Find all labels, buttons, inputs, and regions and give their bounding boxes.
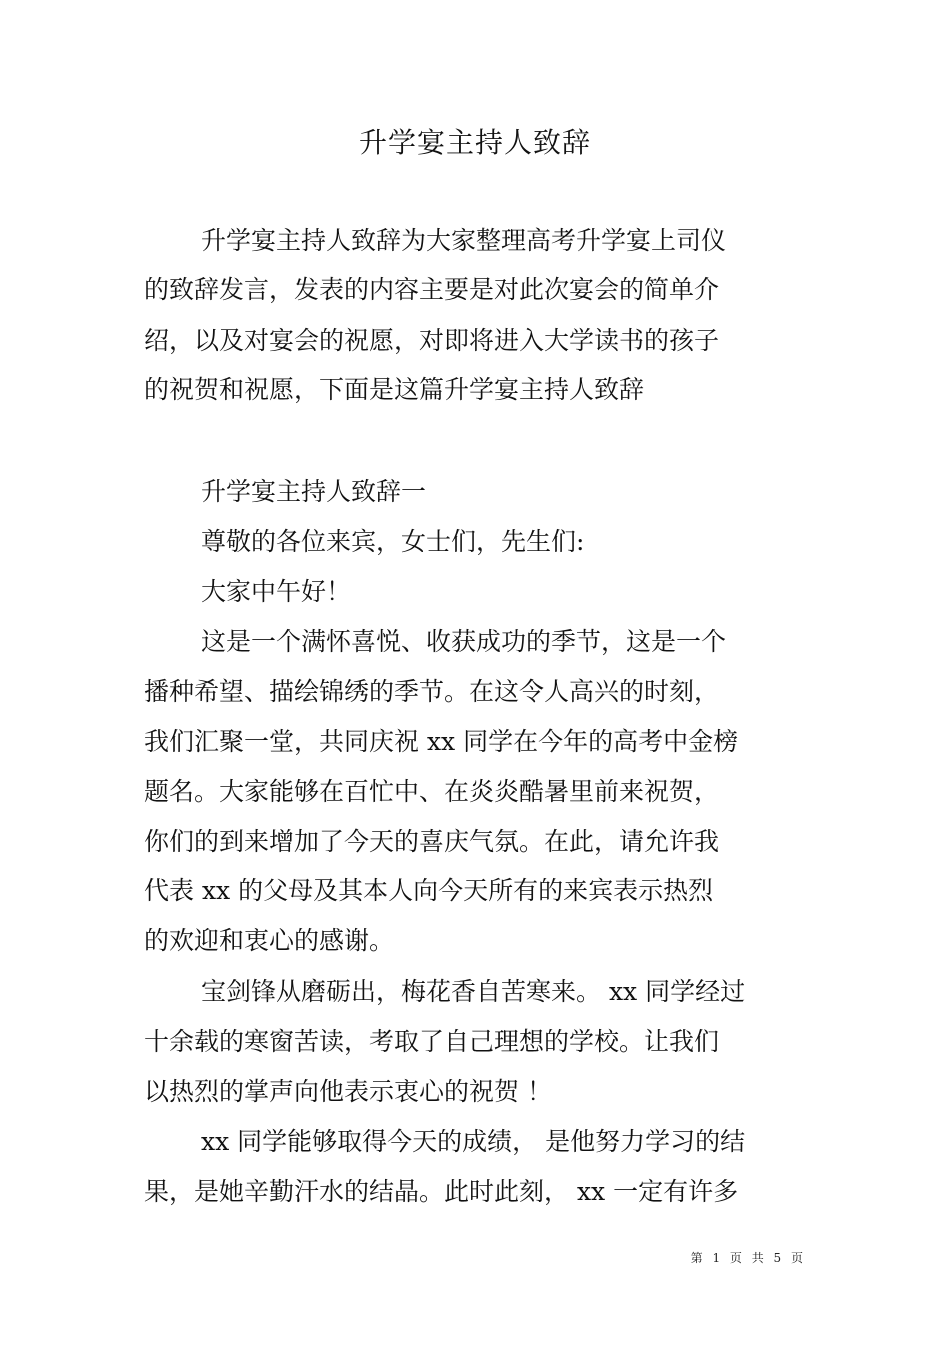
- paragraph-line: 代表 xx 的父母及其本人向今天所有的来宾表示热烈: [144, 876, 714, 905]
- paragraph-line: xx 同学能够取得今天的成绩， 是他努力学习的结: [201, 1127, 746, 1156]
- section-heading: 升学宴主持人致辞一: [201, 477, 427, 506]
- paragraph-line: 播种希望、描绘锦绣的季节。在这令人高兴的时刻，: [144, 677, 720, 706]
- paragraph-line: 题名。大家能够在百忙中、在炎炎酷暑里前来祝贺，: [144, 777, 720, 806]
- paragraph-line: 果，是她辛勤汗水的结晶。此时此刻， xx 一定有许多: [144, 1177, 739, 1206]
- page-number-footer: 第 1 页 共 5 页: [690, 1251, 806, 1265]
- paragraph-line: 的致辞发言，发表的内容主要是对此次宴会的简单介: [144, 275, 720, 304]
- paragraph-line: 以热烈的掌声向他表示衷心的祝贺 ！: [144, 1077, 552, 1106]
- page-title: 升学宴主持人致辞: [358, 126, 591, 159]
- paragraph-line: 宝剑锋从磨砺出，梅花香自苦寒来。 xx 同学经过: [201, 977, 746, 1006]
- paragraph-line: 的祝贺和祝愿，下面是这篇升学宴主持人致辞: [144, 375, 645, 404]
- paragraph-line: 十余载的寒窗苦读，考取了自己理想的学校。让我们: [144, 1027, 720, 1056]
- paragraph-line: 绍，以及对宴会的祝愿，对即将进入大学读书的孩子: [144, 326, 720, 355]
- paragraph-line: 这是一个满怀喜悦、收获成功的季节，这是一个: [201, 627, 727, 656]
- paragraph-line: 尊敬的各位来宾，女士们，先生们:: [201, 527, 585, 556]
- paragraph-line: 你们的到来增加了今天的喜庆气氛。在此，请允许我: [144, 827, 720, 856]
- paragraph-line: 我们汇聚一堂，共同庆祝 xx 同学在今年的高考中金榜: [144, 727, 739, 756]
- paragraph-line: 升学宴主持人致辞为大家整理高考升学宴上司仪: [201, 226, 727, 255]
- paragraph-line: 大家中午好！: [201, 577, 352, 606]
- paragraph-line: 的欢迎和衷心的感谢。: [144, 926, 395, 955]
